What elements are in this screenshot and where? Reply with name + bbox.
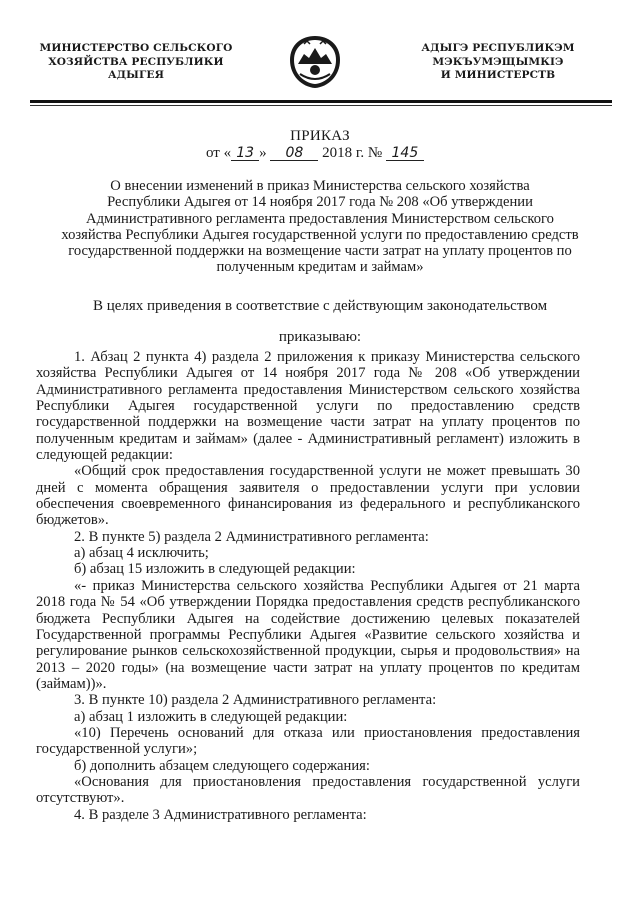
order-subject — [55, 178, 585, 276]
header-line: АДЫГЭ РЕСПУБЛИКЭМ — [421, 42, 575, 54]
subject-line: Административного регламента предоставления Министерством сельского — [86, 210, 554, 227]
header-line: ХОЗЯЙСТВА РЕСПУБЛИКИ — [48, 55, 224, 68]
ministry-header-russian — [38, 42, 234, 83]
body-paragraph: 1. Абзац 2 пункта 4) раздела 2 приложения к приказу Министерства сельского хозяйства Республики Адыгея от 14 ноября 2017 года № 208 «Об утверждении Административного регламента предоставления Министерством сельского хозяйства Республики Адыгея государственной услуги по предоставлению средств государственной поддержки на возмещение части затрат на уплату процентов по полученным кредитам и займам» (далее - Административный регламент) изложить в следующей редакции: — [36, 349, 580, 464]
body-paragraph: «Основания для приостановления предоставления государственной услуги отсутствуют». — [36, 773, 580, 807]
subject-line: О внесении изменений в приказ Министерства сельского хозяйства — [110, 178, 530, 194]
header-line: МИНИСТЕРСТВО СЕЛЬСКОГО — [39, 42, 233, 54]
year-text: 2018 г. — [322, 145, 365, 161]
document-title: ПРИКАЗ — [290, 128, 350, 144]
body-paragraph: «10) Перечень оснований для отказа или приостановления предоставления государственной услуги»; — [36, 724, 580, 758]
body-paragraph: 2. В пункте 5) раздела 2 Административного регламента: — [74, 528, 429, 545]
ministry-header-adyghe — [400, 42, 596, 83]
header-line: АДЫГЕЯ — [107, 69, 165, 81]
order-body — [36, 349, 580, 823]
body-paragraph: б) абзац 15 изложить в следующей редакции: — [74, 561, 356, 578]
handwritten-order-number: 145 — [386, 146, 424, 161]
body-paragraph: б) дополнить абзацем следующего содержания: — [74, 757, 370, 774]
handwritten-month: 08 — [270, 146, 318, 161]
preamble: В целях приведения в соответствие с действующим законодательством — [92, 298, 548, 314]
order-date-line — [206, 145, 424, 162]
subject-line: Республики Адыгея от 14 ноября 2017 года № 208 «Об утверждении — [107, 194, 533, 211]
body-paragraph: а) абзац 1 изложить в следующей редакции: — [74, 708, 348, 725]
handwritten-day: 13 — [231, 146, 259, 161]
header-line: МЭКЪУМЭЩЫМКIЭ — [432, 55, 564, 68]
adygea-coat-of-arms-icon — [286, 34, 344, 90]
body-paragraph: а) абзац 4 исключить; — [74, 545, 209, 562]
body-paragraph: 4. В разделе 3 Административного регламента: — [74, 806, 367, 823]
body-paragraph: 3. В пункте 10) раздела 2 Административного регламента: — [74, 692, 437, 709]
date-mid: » — [259, 145, 267, 161]
subject-line: государственной поддержки на возмещение части затрат на уплату процентов по — [68, 243, 572, 260]
header-divider-thin — [30, 105, 612, 106]
body-paragraph: «- приказ Министерства сельского хозяйства Республики Адыгея от 21 марта 2018 года № 54 «Об утверждении Порядка предоставления средств республиканского бюджета Республики Адыгея на содействие достижению целевых показателей Государственной программы Республики Адыгея «Развитие сельского хозяйства и регулирование рынков сельскохозяйственной продукции, сырья и продовольствия» на 2013 – 2020 годы» (на возмещение части затрат на уплату процентов по кредитам (займам))». — [36, 577, 580, 692]
header-line: И МИНИСТЕРСТВ — [440, 69, 556, 81]
header-divider-thick — [30, 100, 612, 103]
body-paragraph: «Общий срок предоставления государственной услуги не может превышать 30 дней с момента обращения заявителя о предоставлении услуги при условии обеспечения своевременного финансирования из федерального и республиканского бюджетов». — [36, 463, 580, 529]
subject-line: полученным кредитам и займам» — [216, 259, 424, 276]
subject-line: хозяйства Республики Адыгея государственной услуги по предоставлению средств — [61, 226, 579, 243]
date-prefix: от « — [206, 145, 232, 161]
number-prefix: № — [367, 145, 383, 161]
orders-word: приказываю: — [278, 329, 362, 345]
